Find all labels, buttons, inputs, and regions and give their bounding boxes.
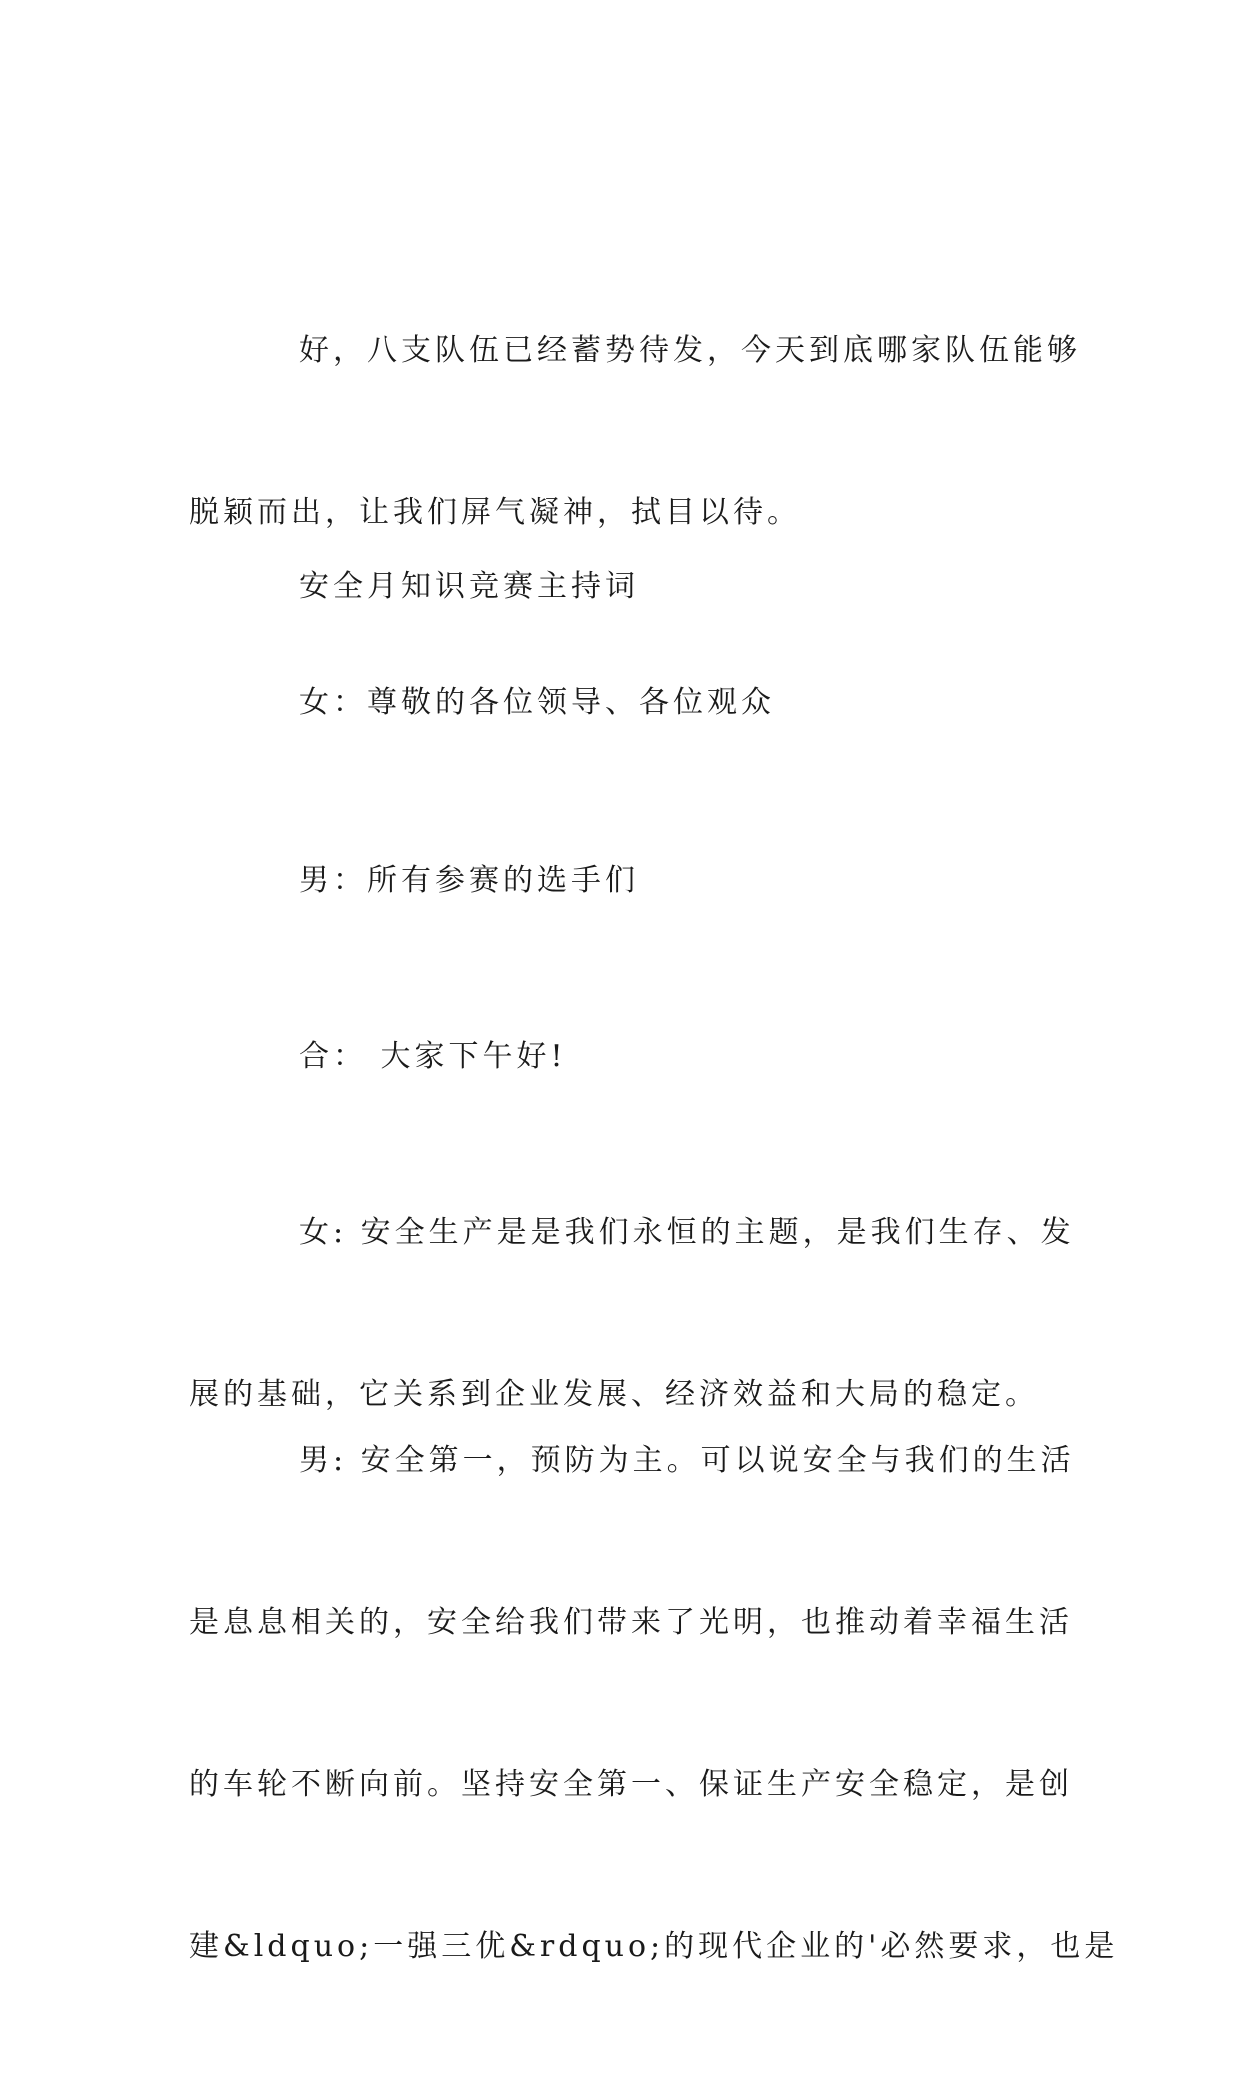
paragraph-line: 脱颖而出，让我们屏气凝神，拭目以待。 (189, 495, 801, 530)
section-title-text: 安全月知识竞赛主持词 (299, 569, 639, 604)
paragraph-male-safety (189, 1326, 1119, 2082)
paragraph-line: 展的基础，它关系到企业发展、经济效益和大局的稳定。 (189, 1377, 1039, 1412)
paragraph-line: 男：所有参赛的选手们 (299, 863, 639, 898)
paragraph-line: 是息息相关的，安全给我们带来了光明，也推动着幸福生活 (189, 1605, 1073, 1640)
paragraph-line: 建&ldquo;一强三优&rdquo;的现代企业的'必然要求，也是 (189, 1929, 1119, 1964)
paragraph-line: 好，八支队伍已经蓄势待发，今天到底哪家队伍能够 (299, 333, 1081, 368)
paragraph-line: 女：尊敬的各位领导、各位观众 (299, 685, 775, 720)
paragraph-line: 合： 大家下午好! (299, 1039, 567, 1074)
paragraph-line: 的车轮不断向前。坚持安全第一、保证生产安全稳定，是创 (189, 1767, 1073, 1802)
paragraph-line: 女: 安全生产是是我们永恒的主题，是我们生存、发 (299, 1215, 1075, 1250)
paragraph-line: 男: 安全第一，预防为主。可以说安全与我们的生活 (299, 1443, 1075, 1478)
